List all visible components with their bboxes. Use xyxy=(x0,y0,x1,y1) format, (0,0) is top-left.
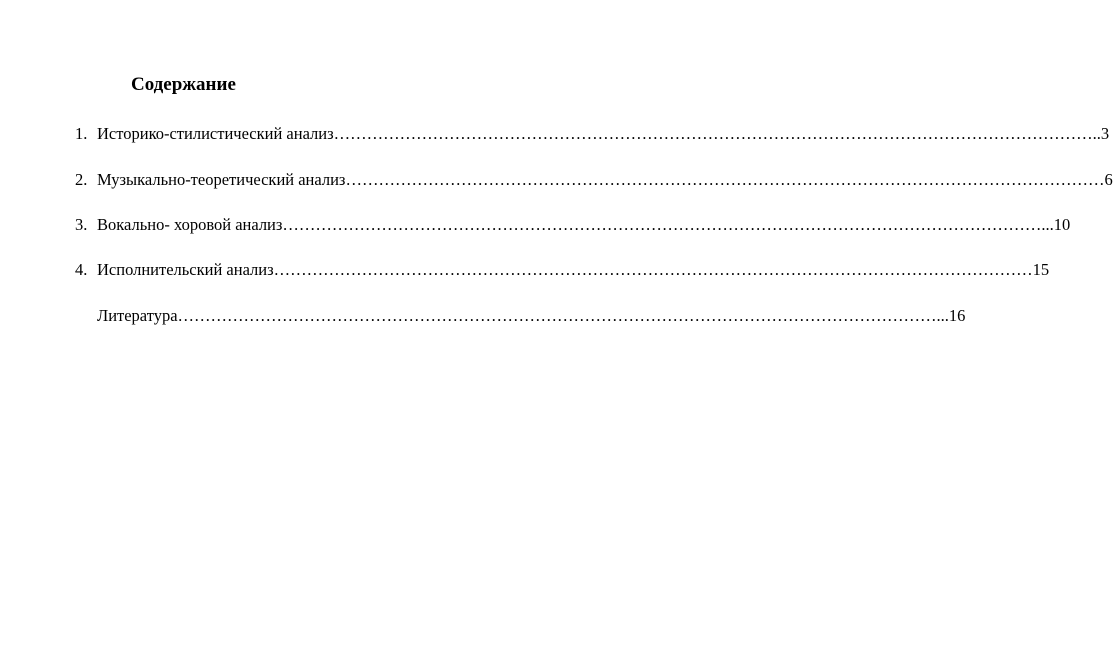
dot-leader: ………………………………………………………………………………………………………………………… xyxy=(345,170,1105,189)
toc-title: Содержание xyxy=(131,74,236,95)
entry-page: ..3 xyxy=(1092,124,1110,143)
entry-page: 6 xyxy=(1104,170,1113,189)
toc-entry xyxy=(75,170,1113,190)
toc-entry xyxy=(75,260,1050,280)
dot-leader: ………………………………………………………………………………………………………………………… xyxy=(273,260,1033,279)
entry-page: ...16 xyxy=(936,306,966,325)
entry-text: Исполнительский анализ xyxy=(97,260,274,279)
dot-leader: ………………………………………………………………………………………………………………………… xyxy=(282,215,1042,234)
entry-text: Историко-стилистический анализ xyxy=(97,124,334,143)
entry-text: Музыкально-теоретический анализ xyxy=(97,170,346,189)
dot-leader: ………………………………………………………………………………………………………………………… xyxy=(177,306,937,325)
entry-page: 15 xyxy=(1032,260,1050,279)
entry-number: 4. xyxy=(75,260,88,279)
toc-entry xyxy=(75,306,966,326)
entry-number: 2. xyxy=(75,170,88,189)
dot-leader: ………………………………………………………………………………………………………………………… xyxy=(333,124,1093,143)
entry-text: Литература xyxy=(97,306,178,325)
toc-entry xyxy=(75,215,1071,235)
entry-number: 1. xyxy=(75,124,88,143)
entry-text: Вокально- хоровой анализ xyxy=(97,215,283,234)
entry-page: ...10 xyxy=(1041,215,1071,234)
entry-number: 3. xyxy=(75,215,88,234)
toc-entry xyxy=(75,124,1110,144)
